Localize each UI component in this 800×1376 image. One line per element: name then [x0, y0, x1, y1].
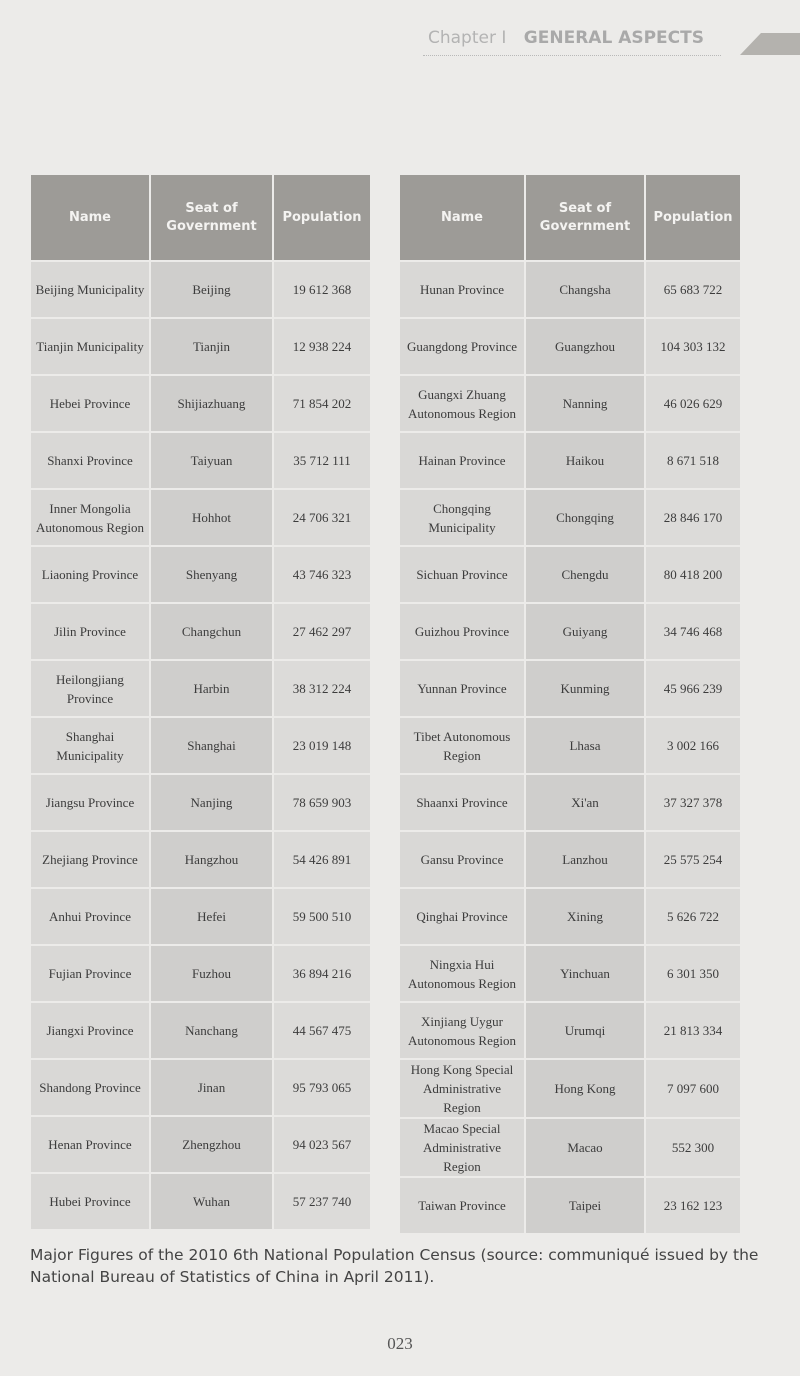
population-cell: 54 426 891	[274, 832, 370, 887]
region-name-cell: Hubei Province	[31, 1174, 149, 1229]
table-row	[31, 1174, 370, 1229]
seat-of-government-cell: Shijiazhuang	[151, 376, 272, 431]
table-row	[400, 262, 740, 317]
population-cell: 38 312 224	[274, 661, 370, 716]
seat-of-government-cell: Urumqi	[526, 1003, 644, 1058]
seat-of-government-cell: Lhasa	[526, 718, 644, 773]
region-name-cell: Guangxi Zhuang Autonomous Region	[400, 376, 524, 431]
region-name-cell: Xinjiang Uygur Autonomous Region	[400, 1003, 524, 1058]
census-table-right-body	[400, 262, 740, 1233]
population-cell: 46 026 629	[646, 376, 740, 431]
table-row	[400, 946, 740, 1001]
seat-of-government-cell: Guiyang	[526, 604, 644, 659]
table-row	[400, 1060, 740, 1117]
region-name-cell: Henan Province	[31, 1117, 149, 1172]
seat-of-government-cell: Hangzhou	[151, 832, 272, 887]
table-row	[31, 319, 370, 374]
population-cell: 23 162 123	[646, 1178, 740, 1233]
population-cell: 37 327 378	[646, 775, 740, 830]
table-row	[31, 889, 370, 944]
running-head	[428, 28, 704, 48]
table-row	[31, 604, 370, 659]
table-row	[31, 775, 370, 830]
region-name-cell: Inner Mongolia Autonomous Region	[31, 490, 149, 545]
header-dotted-rule	[423, 55, 721, 56]
population-cell: 34 746 468	[646, 604, 740, 659]
table-row	[31, 262, 370, 317]
seat-of-government-cell: Fuzhou	[151, 946, 272, 1001]
population-cell: 35 712 111	[274, 433, 370, 488]
population-cell: 65 683 722	[646, 262, 740, 317]
page-number: 023	[387, 1334, 413, 1353]
table-row	[400, 604, 740, 659]
region-name-cell: Anhui Province	[31, 889, 149, 944]
population-cell: 78 659 903	[274, 775, 370, 830]
region-name-cell: Zhejiang Province	[31, 832, 149, 887]
seat-of-government-cell: Haikou	[526, 433, 644, 488]
population-cell: 57 237 740	[274, 1174, 370, 1229]
seat-of-government-cell: Zhengzhou	[151, 1117, 272, 1172]
population-cell: 12 938 224	[274, 319, 370, 374]
corner-tab	[740, 33, 800, 55]
table-row	[400, 889, 740, 944]
seat-of-government-cell: Shanghai	[151, 718, 272, 773]
region-name-cell: Shandong Province	[31, 1060, 149, 1115]
table-row	[400, 319, 740, 374]
region-name-cell: Guizhou Province	[400, 604, 524, 659]
population-cell: 23 019 148	[274, 718, 370, 773]
seat-of-government-cell: Chongqing	[526, 490, 644, 545]
population-cell: 80 418 200	[646, 547, 740, 602]
table-row	[31, 1003, 370, 1058]
population-cell: 44 567 475	[274, 1003, 370, 1058]
region-name-cell: Sichuan Province	[400, 547, 524, 602]
region-name-cell: Tianjin Municipality	[31, 319, 149, 374]
population-cell: 19 612 368	[274, 262, 370, 317]
region-name-cell: Jilin Province	[31, 604, 149, 659]
table-row	[400, 832, 740, 887]
population-cell: 25 575 254	[646, 832, 740, 887]
seat-of-government-cell: Chengdu	[526, 547, 644, 602]
figure-caption: Major Figures of the 2010 6th National Population Census (source: communiqué issued by the National Bureau of Statistics of China in April 2011).	[30, 1246, 759, 1286]
region-name-cell: Shanghai Municipality	[31, 718, 149, 773]
seat-of-government-cell: Lanzhou	[526, 832, 644, 887]
table-row	[400, 376, 740, 431]
population-cell: 95 793 065	[274, 1060, 370, 1115]
column-header-seat: Seat of Government	[526, 175, 644, 260]
seat-of-government-cell: Hohhot	[151, 490, 272, 545]
census-table-right	[398, 173, 742, 1235]
region-name-cell: Heilongjiang Province	[31, 661, 149, 716]
table-row	[400, 775, 740, 830]
table-row	[31, 1117, 370, 1172]
table-row	[31, 718, 370, 773]
table-row	[400, 718, 740, 773]
seat-of-government-cell: Guangzhou	[526, 319, 644, 374]
seat-of-government-cell: Hong Kong	[526, 1060, 644, 1117]
region-name-cell: Gansu Province	[400, 832, 524, 887]
table-row	[400, 547, 740, 602]
region-name-cell: Guangdong Province	[400, 319, 524, 374]
table-row	[31, 547, 370, 602]
population-cell: 28 846 170	[646, 490, 740, 545]
population-cell: 8 671 518	[646, 433, 740, 488]
table-row	[400, 661, 740, 716]
column-header-name: Name	[31, 175, 149, 260]
seat-of-government-cell: Beijing	[151, 262, 272, 317]
table-row	[400, 1003, 740, 1058]
column-header-seat: Seat of Government	[151, 175, 272, 260]
population-cell: 59 500 510	[274, 889, 370, 944]
census-table-left-body	[31, 262, 370, 1229]
region-name-cell: Taiwan Province	[400, 1178, 524, 1233]
table-row	[31, 490, 370, 545]
region-name-cell: Shaanxi Province	[400, 775, 524, 830]
table-row	[400, 1178, 740, 1233]
table-header-row	[400, 175, 740, 260]
population-cell: 3 002 166	[646, 718, 740, 773]
seat-of-government-cell: Xi'an	[526, 775, 644, 830]
region-name-cell: Hebei Province	[31, 376, 149, 431]
seat-of-government-cell: Jinan	[151, 1060, 272, 1115]
column-header-population: Population	[646, 175, 740, 260]
region-name-cell: Hong Kong Special Administrative Region	[400, 1060, 524, 1117]
seat-of-government-cell: Nanchang	[151, 1003, 272, 1058]
seat-of-government-cell: Macao	[526, 1119, 644, 1176]
region-name-cell: Beijing Municipality	[31, 262, 149, 317]
seat-of-government-cell: Xining	[526, 889, 644, 944]
population-cell: 43 746 323	[274, 547, 370, 602]
population-cell: 24 706 321	[274, 490, 370, 545]
region-name-cell: Hunan Province	[400, 262, 524, 317]
seat-of-government-cell: Nanning	[526, 376, 644, 431]
region-name-cell: Liaoning Province	[31, 547, 149, 602]
seat-of-government-cell: Taiyuan	[151, 433, 272, 488]
population-cell: 552 300	[646, 1119, 740, 1176]
seat-of-government-cell: Wuhan	[151, 1174, 272, 1229]
table-row	[31, 946, 370, 1001]
column-header-population: Population	[274, 175, 370, 260]
region-name-cell: Jiangxi Province	[31, 1003, 149, 1058]
column-header-name: Name	[400, 175, 524, 260]
seat-of-government-cell: Shenyang	[151, 547, 272, 602]
seat-of-government-cell: Kunming	[526, 661, 644, 716]
seat-of-government-cell: Nanjing	[151, 775, 272, 830]
table-row	[31, 1060, 370, 1115]
region-name-cell: Hainan Province	[400, 433, 524, 488]
seat-of-government-cell: Changsha	[526, 262, 644, 317]
section-title: GENERAL ASPECTS	[523, 28, 704, 48]
chapter-label: Chapter I	[428, 28, 507, 48]
region-name-cell: Tibet Autonomous Region	[400, 718, 524, 773]
population-cell: 36 894 216	[274, 946, 370, 1001]
region-name-cell: Fujian Province	[31, 946, 149, 1001]
region-name-cell: Shanxi Province	[31, 433, 149, 488]
table-row	[400, 1119, 740, 1176]
region-name-cell: Qinghai Province	[400, 889, 524, 944]
table-row	[31, 832, 370, 887]
region-name-cell: Jiangsu Province	[31, 775, 149, 830]
population-cell: 71 854 202	[274, 376, 370, 431]
region-name-cell: Yunnan Province	[400, 661, 524, 716]
region-name-cell: Macao Special Administrative Region	[400, 1119, 524, 1176]
population-cell: 104 303 132	[646, 319, 740, 374]
seat-of-government-cell: Changchun	[151, 604, 272, 659]
seat-of-government-cell: Yinchuan	[526, 946, 644, 1001]
table-row	[31, 661, 370, 716]
seat-of-government-cell: Hefei	[151, 889, 272, 944]
population-cell: 21 813 334	[646, 1003, 740, 1058]
table-row	[31, 433, 370, 488]
table-row	[400, 490, 740, 545]
population-cell: 45 966 239	[646, 661, 740, 716]
region-name-cell: Ningxia Hui Autonomous Region	[400, 946, 524, 1001]
seat-of-government-cell: Harbin	[151, 661, 272, 716]
census-table-left	[29, 173, 372, 1231]
table-header-row	[31, 175, 370, 260]
seat-of-government-cell: Taipei	[526, 1178, 644, 1233]
seat-of-government-cell: Tianjin	[151, 319, 272, 374]
table-row	[31, 376, 370, 431]
population-cell: 27 462 297	[274, 604, 370, 659]
population-cell: 94 023 567	[274, 1117, 370, 1172]
population-cell: 7 097 600	[646, 1060, 740, 1117]
table-row	[400, 433, 740, 488]
region-name-cell: Chongqing Municipality	[400, 490, 524, 545]
population-cell: 5 626 722	[646, 889, 740, 944]
population-cell: 6 301 350	[646, 946, 740, 1001]
